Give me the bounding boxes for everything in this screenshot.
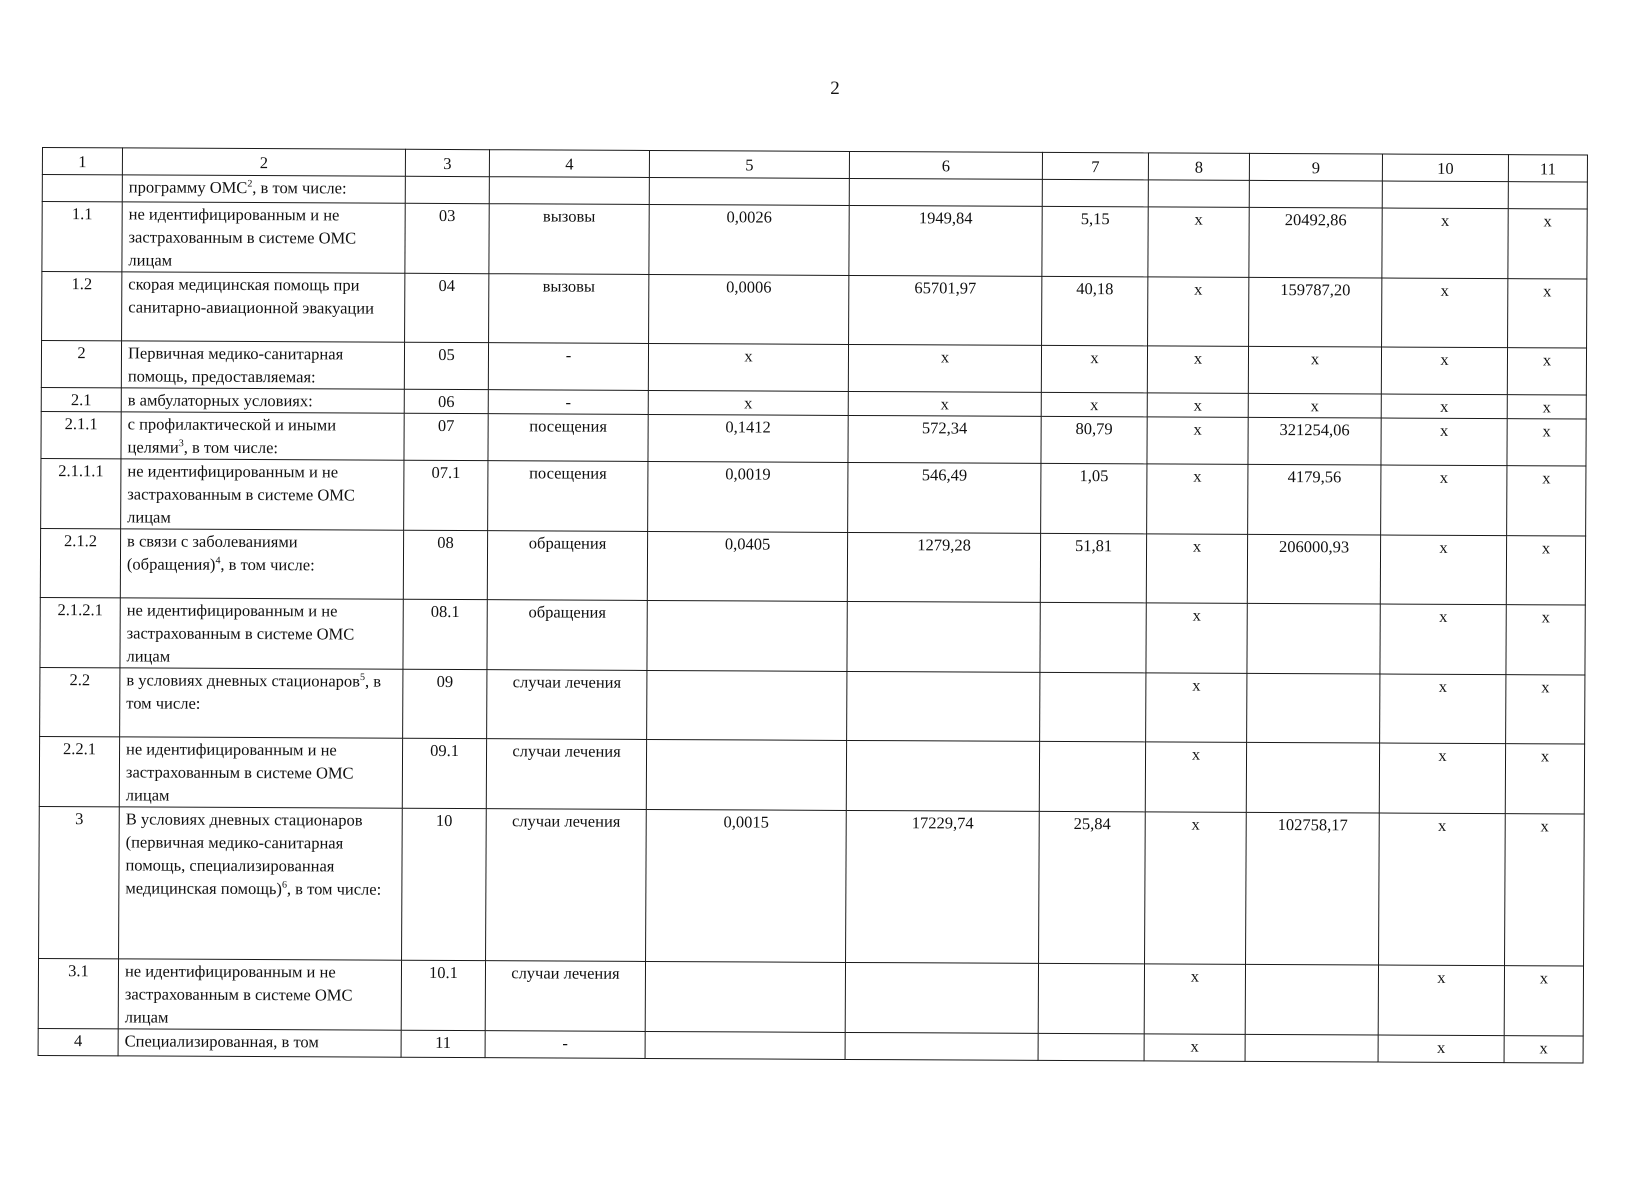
row-name-text: в амбулаторных условиях:: [127, 390, 313, 411]
table-row: [40, 597, 1585, 675]
value-cell-col11: x: [1504, 1036, 1583, 1063]
value-cell-col7: [1038, 1033, 1144, 1061]
value-cell-col8: [1148, 180, 1249, 207]
value-cell-col8: x: [1148, 277, 1249, 346]
value-cell-col10: x: [1381, 465, 1507, 536]
unit-cell: обращения: [487, 531, 647, 601]
row-code-cell: 07.1: [404, 460, 488, 530]
column-header-8: 8: [1148, 153, 1249, 180]
row-number-cell: 2: [41, 341, 121, 388]
value-cell-col7: 1,05: [1041, 463, 1147, 534]
value-cell-col11: x: [1505, 744, 1584, 814]
footnote-marker: 5: [359, 672, 366, 684]
value-cell-col6: [845, 962, 1038, 1033]
row-name-suffix: , в том числе:: [286, 879, 382, 899]
value-cell-col11: x: [1507, 395, 1586, 419]
value-cell-col11: x: [1507, 466, 1586, 536]
value-cell-col8: x: [1144, 1034, 1245, 1061]
unit-cell: -: [485, 1031, 645, 1059]
value-cell-col9: x: [1248, 346, 1381, 394]
value-cell-col9: 20492,86: [1249, 207, 1382, 278]
table-row: [41, 411, 1586, 466]
value-cell-col7: x: [1041, 392, 1147, 417]
row-number-cell: 1.1: [42, 202, 122, 272]
services-table: [38, 147, 1588, 1064]
value-cell-col8: x: [1146, 673, 1247, 742]
row-code-cell: 08.1: [403, 599, 487, 669]
value-cell-col9: [1247, 673, 1380, 743]
value-cell-col5: 0,1412: [648, 414, 848, 462]
row-number-cell: 2.1.1: [41, 411, 121, 458]
row-number-cell: 2.2: [40, 667, 120, 736]
row-name-cell: [120, 668, 403, 738]
row-name-suffix: , в том числе:: [220, 554, 315, 575]
value-cell-col7: [1040, 672, 1146, 742]
value-cell-col5: 0,0015: [646, 809, 847, 962]
value-cell-col5: x: [648, 343, 848, 391]
row-name-text: скорая медицинская помощь при санитарно-авиационной эвакуации: [128, 274, 374, 318]
row-name-text: Первичная медико-санитарная помощь, предоставляемая:: [127, 343, 344, 387]
value-cell-col10: x: [1381, 418, 1507, 466]
value-cell-col6: x: [848, 344, 1041, 392]
value-cell-col11: x: [1507, 419, 1586, 466]
value-cell-col8: x: [1147, 464, 1248, 534]
value-cell-col7: [1039, 741, 1145, 812]
column-header-11: 11: [1508, 155, 1587, 182]
row-name-suffix: , в том числе:: [183, 437, 279, 458]
value-cell-col10: x: [1380, 604, 1506, 675]
value-cell-col9: x: [1248, 393, 1381, 418]
value-cell-col6: 1279,28: [847, 532, 1040, 602]
row-name-cell: [121, 459, 404, 530]
unit-cell: -: [488, 343, 648, 391]
row-name-cell: [118, 1029, 401, 1057]
value-cell-col5: [649, 177, 849, 205]
footnote-marker: 3: [178, 438, 184, 450]
value-cell-col8: x: [1148, 207, 1249, 277]
row-code-cell: 07: [404, 413, 488, 460]
value-cell-col9: [1245, 1034, 1378, 1062]
value-cell-col9: [1249, 180, 1382, 208]
row-name-suffix: , в том числе:: [126, 671, 382, 713]
footnote-marker: 4: [215, 555, 221, 567]
row-name-text: Специализированная, в том: [124, 1031, 319, 1052]
column-header-2: 2: [122, 148, 405, 176]
value-cell-col8: x: [1147, 393, 1248, 417]
row-number-cell: 2.1.2.1: [40, 597, 120, 667]
unit-cell: вызовы: [489, 274, 649, 344]
value-cell-col10: x: [1382, 278, 1508, 348]
value-cell-col5: [645, 961, 845, 1032]
row-code-cell: 03: [405, 203, 489, 273]
value-cell-col7: 80,79: [1041, 416, 1147, 464]
value-cell-col7: [1038, 963, 1144, 1034]
value-cell-col9: 4179,56: [1248, 464, 1381, 535]
row-name-cell: [119, 807, 403, 960]
column-header-10: 10: [1382, 154, 1508, 182]
value-cell-col7: [1040, 602, 1146, 673]
value-cell-col7: 25,84: [1039, 811, 1146, 964]
value-cell-col10: x: [1381, 394, 1507, 419]
value-cell-col7: 40,18: [1042, 276, 1148, 346]
value-cell-col11: [1508, 182, 1587, 209]
value-cell-col11: x: [1504, 966, 1583, 1036]
row-code-cell: 10: [402, 808, 487, 960]
row-name-cell: [121, 412, 404, 460]
column-header-6: 6: [849, 151, 1042, 179]
footnote-marker: 2: [247, 178, 253, 190]
value-cell-col8: x: [1147, 346, 1248, 393]
value-cell-col6: 65701,97: [849, 275, 1042, 345]
unit-cell: посещения: [488, 414, 648, 462]
value-cell-col8: x: [1146, 534, 1247, 603]
value-cell-col7: x: [1041, 345, 1147, 393]
table-row: [42, 202, 1587, 280]
row-name-cell: [119, 737, 402, 808]
row-number-cell: 2.1: [41, 387, 121, 411]
table-row: [38, 958, 1583, 1036]
value-cell-col9: 206000,93: [1247, 534, 1380, 604]
row-number-cell: [42, 175, 122, 202]
row-code-cell: 05: [404, 342, 488, 389]
column-header-9: 9: [1249, 153, 1382, 181]
value-cell-col10: [1382, 181, 1508, 209]
column-header-3: 3: [405, 149, 489, 176]
footnote-marker: 6: [281, 879, 288, 891]
table-row: [39, 736, 1584, 814]
row-code-cell: 08: [403, 530, 487, 599]
row-name-text: в связи с заболеваниями (обращения): [126, 531, 298, 574]
value-cell-col5: [647, 670, 847, 740]
value-cell-col5: [647, 600, 847, 671]
value-cell-col6: 17229,74: [846, 810, 1040, 963]
row-code-cell: [405, 176, 489, 203]
table-row: [40, 528, 1585, 605]
table-row: [39, 806, 1585, 966]
row-code-cell: 04: [405, 273, 489, 342]
table-row: [42, 272, 1587, 349]
row-number-cell: 3.1: [38, 958, 118, 1028]
unit-cell: [489, 177, 649, 205]
row-name-cell: [120, 529, 403, 599]
row-name-text: в условиях дневных стационаров: [126, 670, 361, 691]
value-cell-col5: [646, 739, 846, 810]
value-cell-col8: x: [1147, 417, 1248, 464]
unit-cell: случаи лечения: [485, 961, 645, 1032]
value-cell-col7: [1042, 179, 1148, 207]
unit-cell: случаи лечения: [486, 739, 646, 810]
row-number-cell: 2.1.1.1: [41, 458, 121, 528]
value-cell-col9: [1245, 964, 1378, 1035]
row-name-text: В условиях дневных стационаров (первичная медико-санитарная помощь, специализированная медицинская помощь): [125, 809, 363, 899]
value-cell-col10: x: [1381, 347, 1507, 395]
row-name-cell: [121, 341, 404, 389]
value-cell-col10: x: [1378, 965, 1504, 1036]
row-name-cell: [122, 272, 405, 342]
value-cell-col5: 0,0006: [649, 274, 849, 344]
row-name-cell: [120, 598, 403, 669]
unit-cell: вызовы: [489, 204, 649, 275]
unit-cell: -: [488, 390, 648, 415]
row-name-text: не идентифицированным и не застрахованным в системе ОМС лицам: [124, 961, 353, 1027]
table-row: [41, 341, 1586, 396]
row-name-text: с профилактической и иными целями: [127, 414, 337, 457]
value-cell-col6: 546,49: [848, 462, 1041, 533]
value-cell-col10: x: [1378, 1035, 1504, 1063]
value-cell-col11: x: [1505, 814, 1585, 966]
value-cell-col9: [1247, 603, 1380, 674]
row-name-suffix: , в том числе:: [252, 178, 347, 198]
value-cell-col5: 0,0026: [649, 204, 849, 275]
value-cell-col5: 0,0405: [647, 531, 847, 601]
value-cell-col11: x: [1508, 209, 1587, 279]
row-name-text: не идентифицированным и не застрахованным в системе ОМС лицам: [128, 204, 357, 270]
value-cell-col11: x: [1506, 536, 1585, 605]
unit-cell: случаи лечения: [487, 670, 647, 740]
table-body: [38, 175, 1587, 1064]
value-cell-col6: 1949,84: [849, 205, 1042, 276]
row-name-cell: [121, 388, 404, 413]
value-cell-col5: x: [648, 390, 848, 415]
value-cell-col6: 572,34: [848, 415, 1041, 463]
value-cell-col5: [645, 1031, 845, 1059]
value-cell-col9: 321254,06: [1248, 417, 1381, 465]
value-cell-col10: x: [1382, 208, 1508, 279]
value-cell-col7: 5,15: [1042, 206, 1148, 277]
value-cell-col8: x: [1145, 742, 1246, 812]
row-name-text: не идентифицированным и не застрахованным в системе ОМС лицам: [125, 739, 354, 805]
value-cell-col7: 51,81: [1040, 533, 1146, 603]
value-cell-col8: x: [1144, 964, 1245, 1034]
row-number-cell: 2.1.2: [40, 528, 120, 597]
value-cell-col8: x: [1145, 812, 1247, 964]
value-cell-col6: [847, 671, 1040, 741]
table-row: [41, 458, 1586, 536]
column-header-7: 7: [1042, 152, 1148, 180]
row-number-cell: 2.2.1: [39, 736, 119, 806]
unit-cell: случаи лечения: [486, 809, 647, 962]
value-cell-col6: [845, 1032, 1038, 1060]
row-code-cell: 10.1: [401, 960, 485, 1030]
column-header-4: 4: [489, 150, 649, 178]
value-cell-col11: x: [1506, 605, 1585, 675]
column-header-1: 1: [42, 148, 122, 175]
page-number: 2: [830, 78, 840, 99]
row-code-cell: 09.1: [402, 738, 486, 808]
value-cell-col9: 159787,20: [1249, 277, 1382, 347]
value-cell-col10: x: [1380, 674, 1506, 744]
unit-cell: обращения: [487, 600, 647, 671]
value-cell-col6: x: [848, 391, 1041, 416]
value-cell-col11: x: [1507, 348, 1586, 395]
value-cell-col10: x: [1380, 535, 1506, 605]
table-row: [40, 667, 1585, 744]
value-cell-col9: [1246, 742, 1379, 813]
row-name-text: программу ОМС: [128, 177, 248, 198]
value-cell-col5: 0,0019: [648, 461, 848, 532]
value-cell-col11: x: [1508, 279, 1587, 348]
row-name-text: не идентифицированным и не застрахованным в системе ОМС лицам: [126, 600, 355, 666]
row-name-text: не идентифицированным и не застрахованным в системе ОМС лицам: [127, 461, 355, 527]
value-cell-col6: [849, 178, 1042, 206]
row-code-cell: 06: [404, 389, 488, 413]
row-name-cell: [118, 959, 401, 1030]
row-number-cell: 4: [38, 1028, 118, 1055]
row-name-cell: [122, 175, 405, 203]
row-number-cell: 1.2: [42, 272, 122, 341]
row-code-cell: 09: [403, 669, 487, 738]
value-cell-col8: x: [1146, 603, 1247, 673]
value-cell-col9: 102758,17: [1246, 812, 1380, 965]
value-cell-col10: x: [1379, 743, 1505, 814]
value-cell-col6: [847, 601, 1040, 672]
column-header-5: 5: [649, 150, 849, 178]
value-cell-col11: x: [1506, 675, 1585, 744]
row-code-cell: 11: [401, 1030, 485, 1057]
unit-cell: посещения: [488, 461, 648, 532]
row-name-cell: [122, 202, 405, 273]
row-number-cell: 3: [39, 806, 120, 958]
value-cell-col6: [846, 740, 1039, 811]
value-cell-col10: x: [1379, 813, 1506, 966]
